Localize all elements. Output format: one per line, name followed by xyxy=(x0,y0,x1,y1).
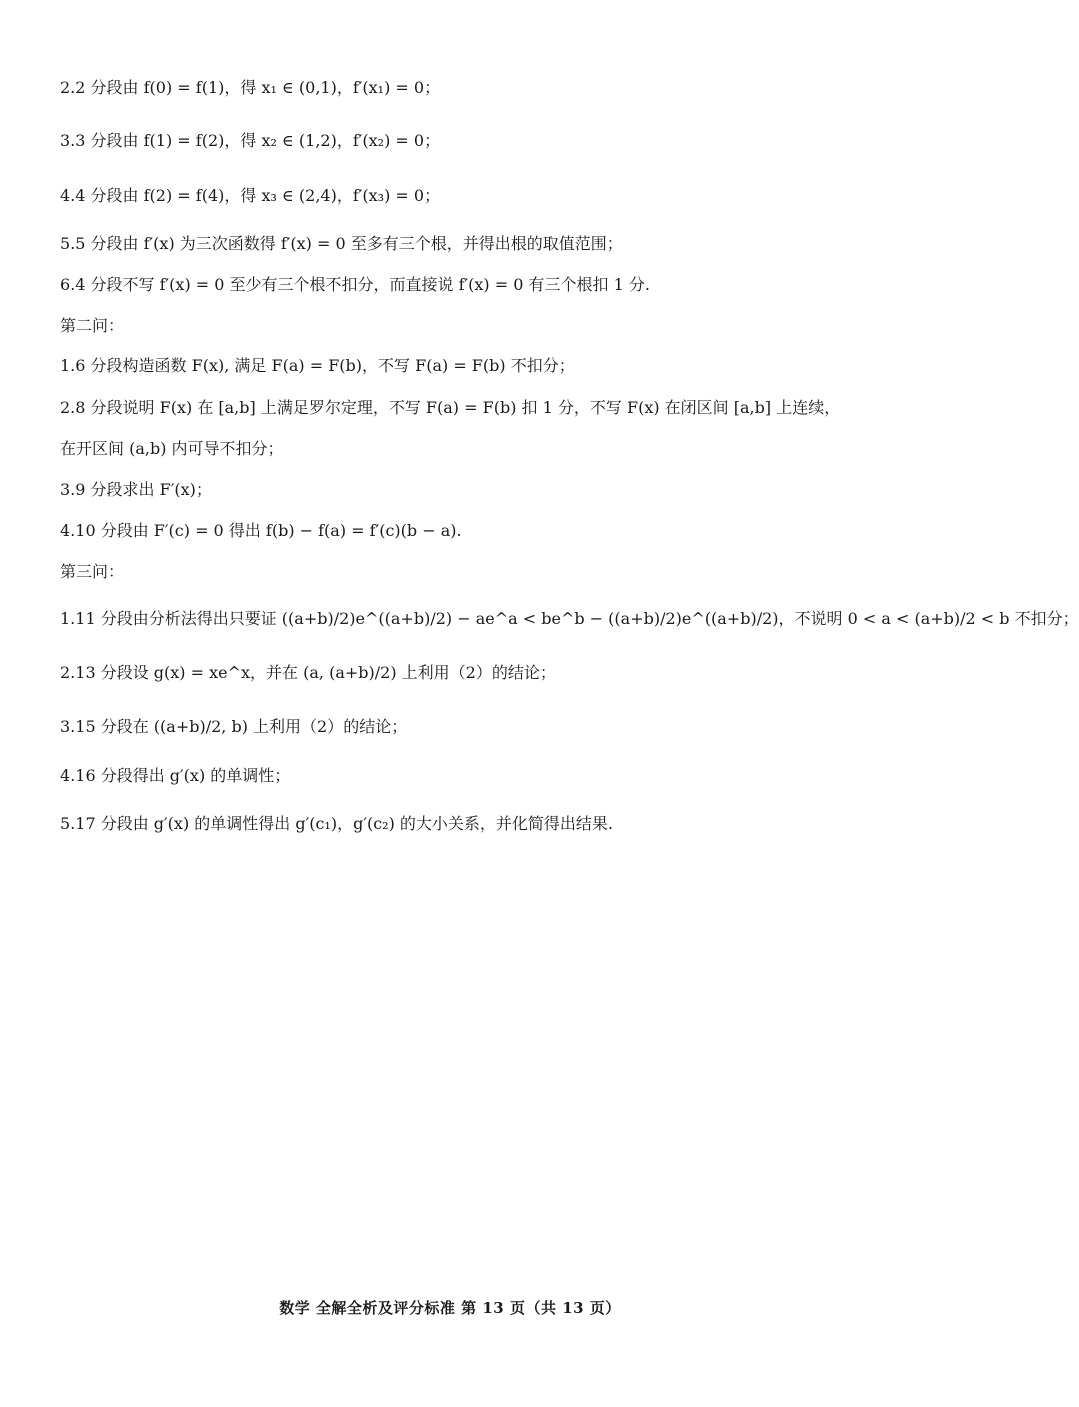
part2-item-2: 2.8 分段说明 F(x) 在 [a,b] 上满足罗尔定理，不写 F(a) = F(b) 扣 1 分，不写 F(x) 在闭区间 [a,b] 上连续， xyxy=(60,398,841,417)
part1-item-2: 2.2 分段由 f(0) = f(1)，得 x₁ ∈ (0,1)，f′(x₁) = 0； xyxy=(60,78,441,97)
part1-item-6: 6.4 分段不写 f′(x) = 0 至少有三个根不扣分，而直接说 f′(x) = 0 有三个根扣 1 分. xyxy=(60,275,650,294)
part3-item-4: 4.16 分段得出 g′(x) 的单调性； xyxy=(60,766,291,785)
part2-item-3: 3.9 分段求出 F′(x)； xyxy=(60,480,212,499)
part2-item-2-continued: 在开区间 (a,b) 内可导不扣分； xyxy=(60,439,284,458)
part2-item-1: 1.6 分段构造函数 F(x), 满足 F(a) = F(b)，不写 F(a) = F(b) 不扣分； xyxy=(60,356,575,375)
part3-item-2: 2.13 分段设 g(x) = xe^x，并在 (a, (a+b)/2) 上利用（2）的结论； xyxy=(60,663,556,682)
part1-item-5: 5.5 分段由 f′(x) 为三次函数得 f′(x) = 0 至多有三个根，并得出根的取值范围； xyxy=(60,234,623,253)
part2-item-4: 4.10 分段由 F′(c) = 0 得出 f(b) − f(a) = f′(c)(b − a). xyxy=(60,521,462,540)
page-footer: 数学 全解全析及评分标准 第 13 页（共 13 页） xyxy=(279,1299,621,1317)
part3-heading: 第三问： xyxy=(60,562,125,581)
part3-item-1: 1.11 分段由分析法得出只要证 ((a+b)/2)e^((a+b)/2) − ae^a < be^b − ((a+b)/2)e^((a+b)/2)，不说明 0 < a < (a+b)/2 < b 不扣分； xyxy=(60,609,1079,628)
part3-item-3: 3.15 分段在 ((a+b)/2, b) 上利用（2）的结论； xyxy=(60,717,408,736)
part3-item-5: 5.17 分段由 g′(x) 的单调性得出 g′(c₁)，g′(c₂) 的大小关系，并化简得出结果. xyxy=(60,814,613,833)
part2-heading: 第二问： xyxy=(60,316,125,335)
part1-item-4: 4.4 分段由 f(2) = f(4)，得 x₃ ∈ (2,4)，f′(x₃) = 0； xyxy=(60,186,441,205)
part1-item-3: 3.3 分段由 f(1) = f(2)，得 x₂ ∈ (1,2)，f′(x₂) = 0； xyxy=(60,131,441,150)
